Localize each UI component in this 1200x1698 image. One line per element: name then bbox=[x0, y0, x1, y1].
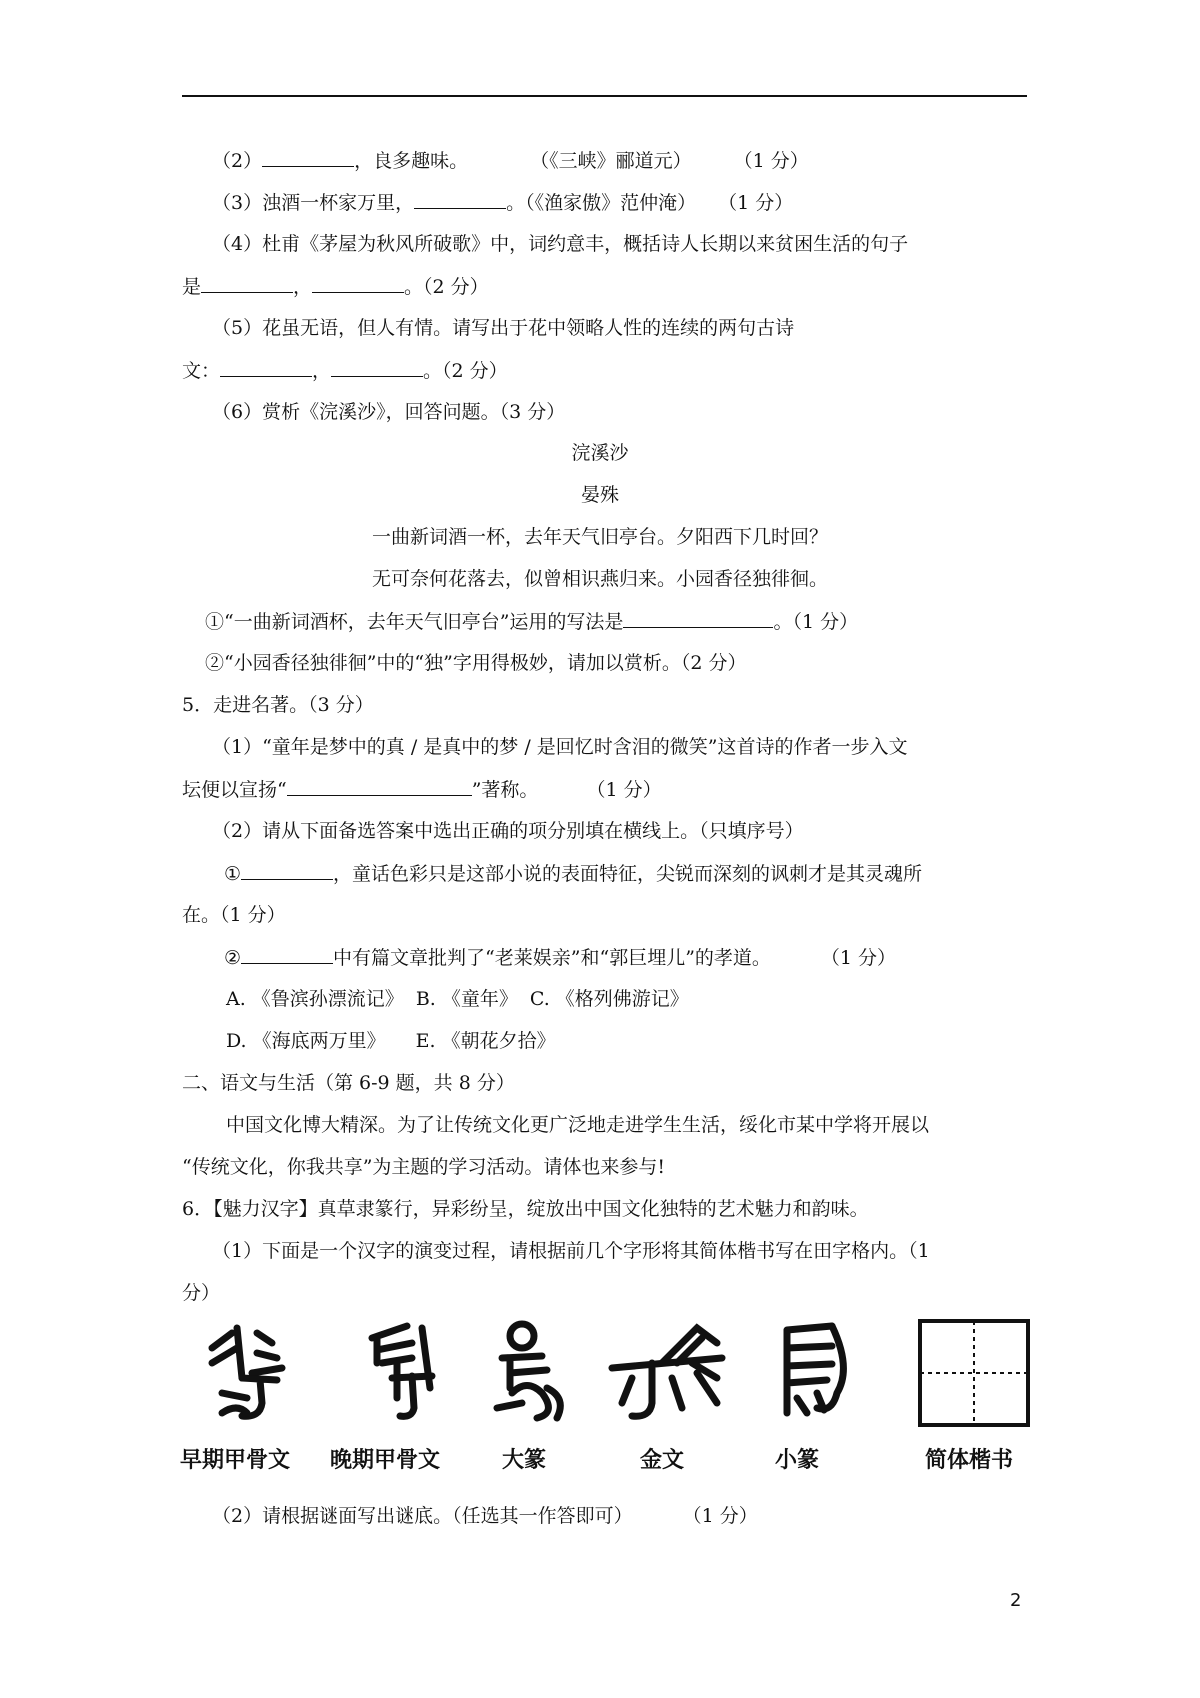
answer-blank[interactable] bbox=[623, 609, 773, 628]
answer-blank[interactable] bbox=[241, 861, 333, 880]
line-q6-2: ②“小园香径独徘徊”中的“独”字用得极妙，请加以赏析。（2 分） bbox=[205, 652, 747, 674]
section-2-title: 二、语文与生活（第 6-9 题，共 8 分） bbox=[182, 1072, 515, 1094]
line-q5: （5）花虽无语，但人有情。请写出于花中领略人性的连续的两句古诗 bbox=[212, 317, 795, 339]
line-s5-2b: ② 中有篇文章批判了“老莱娱亲”和“郭巨埋儿”的孝道。 （1 分） bbox=[224, 947, 897, 969]
answer-blank[interactable] bbox=[220, 358, 312, 377]
section-5-title: 5．走进名著。（3 分） bbox=[182, 694, 374, 716]
line-s5-2a: ① ，童话色彩只是这部小说的表面特征，尖锐而深刻的讽刺才是其灵魂所 bbox=[224, 863, 923, 885]
caption-late-oracle: 晚期甲骨文 bbox=[330, 1448, 441, 1473]
line-s5-1b: 坛便以宣扬“ ”著称。 （1 分） bbox=[182, 779, 662, 801]
caption-small-seal: 小篆 bbox=[775, 1448, 820, 1473]
big-seal-glyph-icon bbox=[482, 1318, 592, 1428]
late-oracle-glyph-icon bbox=[352, 1318, 462, 1428]
answer-blank[interactable] bbox=[312, 274, 404, 293]
section-6-title: 6．【魅力汉字】真草隶篆行，异彩纷呈，绽放出中国文化独特的艺术魅力和韵味。 bbox=[182, 1198, 869, 1220]
line-q6-1: ①“一曲新词酒杯，去年天气旧亭台”运用的写法是 。（1 分） bbox=[205, 611, 859, 633]
section-2-para-2: “传统文化，你我共享”为主题的学习活动。请体也来参与! bbox=[182, 1156, 666, 1178]
caption-simplified: 简体楷书 bbox=[925, 1448, 1014, 1473]
line-q4-answer: 是 ， 。（2 分） bbox=[182, 276, 489, 298]
line-s5-1: （1）“童年是梦中的真 / 是真中的梦 / 是回忆时含泪的微笑”这首诗的作者一步入文 bbox=[212, 736, 908, 758]
options-row-2: D. 《海底两万里》 E. 《朝花夕拾》 bbox=[226, 1030, 556, 1052]
poem-author: 晏殊 bbox=[580, 484, 619, 506]
answer-blank[interactable] bbox=[241, 945, 333, 964]
line-q6: （6）赏析《浣溪沙》，回答问题。（3 分） bbox=[212, 401, 566, 423]
poem-line-1: 一曲新词酒一杯，去年天气旧亭台。夕阳西下几时回？ bbox=[371, 526, 828, 548]
answer-blank[interactable] bbox=[287, 777, 472, 796]
line-s6-2: （2）请根据谜面写出谜底。（任选其一作答即可） （1 分） bbox=[212, 1505, 758, 1527]
line-s6-1: （1）下面是一个汉字的演变过程，请根据前几个字形将其简体楷书写在田字格内。（1 bbox=[212, 1240, 930, 1262]
line-q4: （4）杜甫《茅屋为秋风所破歌》中，词约意丰，概括诗人长期以来贫困生活的句子 bbox=[212, 233, 909, 255]
line-q3: （3）浊酒一杯家万里， 。（《渔家傲》范仲淹） （1 分） bbox=[212, 192, 794, 214]
poem-title: 浣溪沙 bbox=[571, 442, 629, 464]
line-s5-2: （2）请从下面备选答案中选出正确的项分别填在横线上。（只填序号） bbox=[212, 820, 804, 842]
early-oracle-glyph-icon bbox=[202, 1318, 322, 1428]
answer-blank[interactable] bbox=[414, 190, 506, 209]
small-seal-glyph-icon bbox=[762, 1318, 872, 1428]
caption-bronze: 金文 bbox=[640, 1448, 685, 1473]
line-s6-1b: 分） bbox=[182, 1282, 221, 1304]
glyph-evolution-row bbox=[182, 1318, 1032, 1428]
bronze-glyph-icon bbox=[602, 1318, 742, 1428]
poem-line-2: 无可奈何花落去，似曾相识燕归来。小园香径独徘徊。 bbox=[371, 568, 828, 590]
header-rule bbox=[182, 95, 1027, 97]
line-q2: （2） ，良多趣味。 （《三峡》郦道元） （1 分） bbox=[212, 150, 809, 172]
answer-blank[interactable] bbox=[201, 274, 293, 293]
caption-big-seal: 大篆 bbox=[502, 1448, 547, 1473]
line-s5-2a2: 在。（1 分） bbox=[182, 904, 286, 926]
caption-early-oracle: 早期甲骨文 bbox=[180, 1448, 291, 1473]
line-q5-answer: 文： ， 。（2 分） bbox=[182, 360, 508, 382]
answer-blank[interactable] bbox=[262, 148, 354, 167]
empty-grid-box-icon[interactable] bbox=[917, 1318, 1032, 1428]
page-number: 2 bbox=[1010, 1590, 1022, 1611]
options-row-1: A. 《鲁滨孙漂流记》 B. 《童年》 C. 《格列佛游记》 bbox=[226, 988, 689, 1010]
answer-blank[interactable] bbox=[331, 358, 423, 377]
section-2-para-1: 中国文化博大精深。为了让传统文化更广泛地走进学生生活，绥化市某中学将开展以 bbox=[226, 1114, 930, 1136]
